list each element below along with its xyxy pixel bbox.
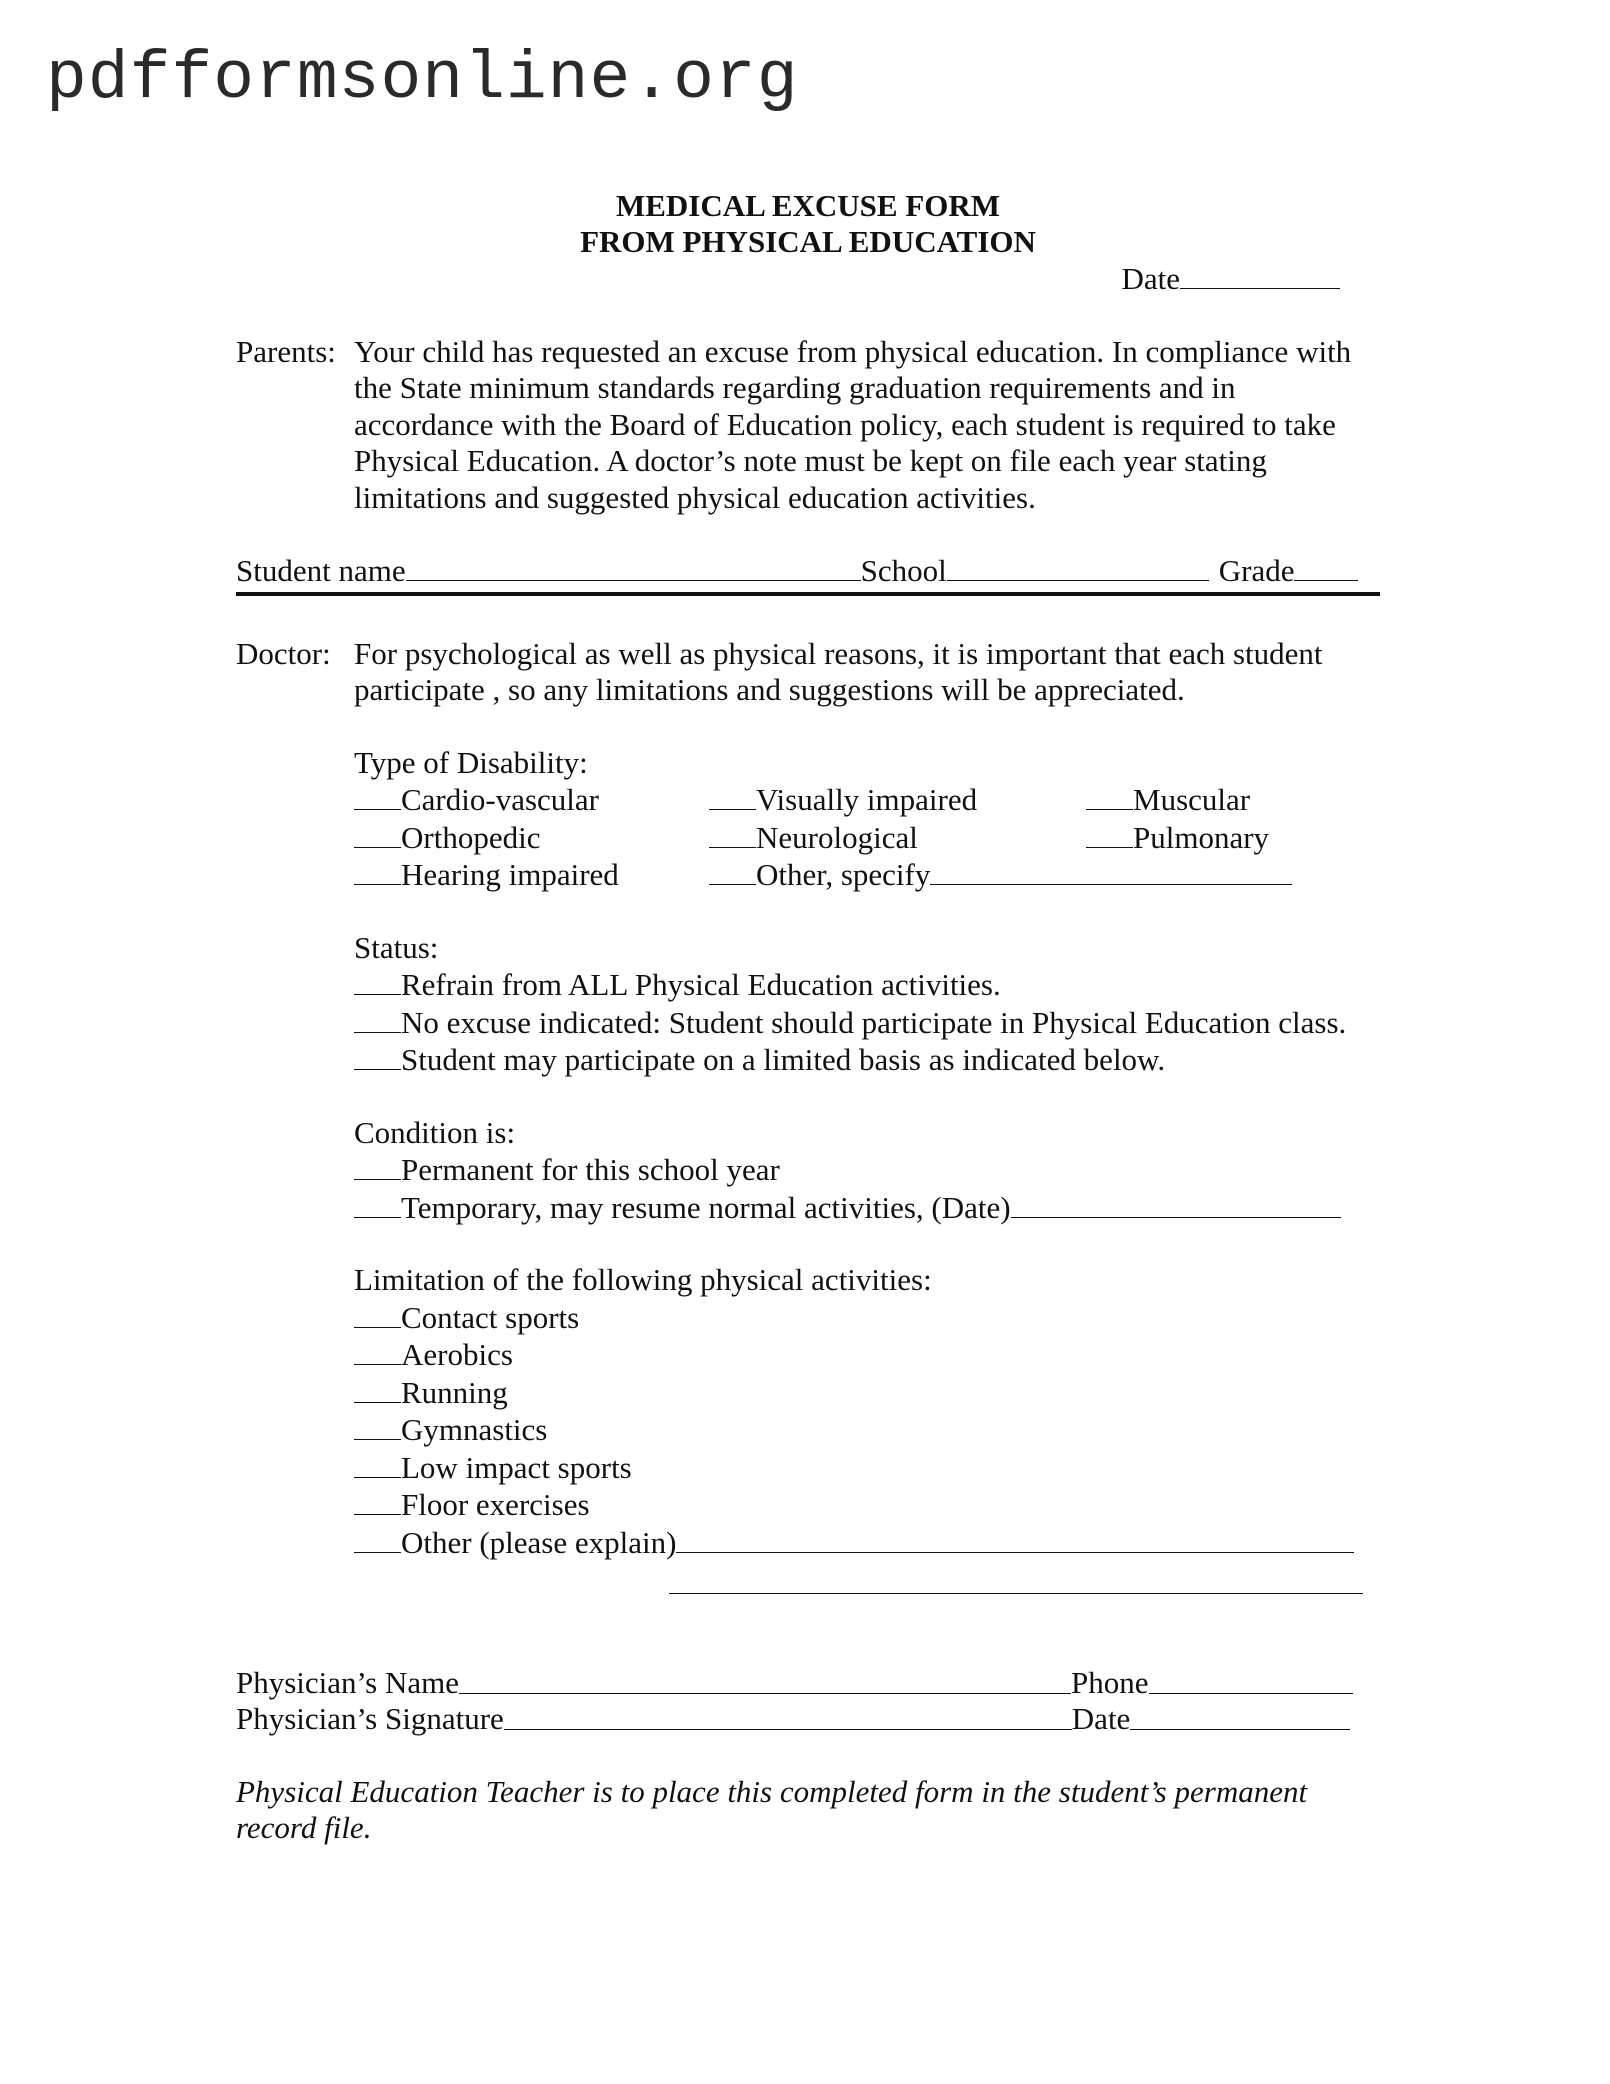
- limitation-option[interactable]: Gymnastics: [354, 1411, 1380, 1449]
- form-title-line-1: MEDICAL EXCUSE FORM: [615, 188, 1001, 223]
- disability-option[interactable]: Muscular: [1086, 781, 1250, 819]
- disability-option[interactable]: Hearing impaired: [354, 856, 709, 894]
- phone-field[interactable]: [1149, 1665, 1353, 1694]
- phone-label: Phone: [1071, 1664, 1149, 1700]
- physician-name-row: [236, 1665, 1380, 1702]
- physician-signature-row: [236, 1701, 1380, 1738]
- resume-date-field[interactable]: [1011, 1189, 1341, 1218]
- limitation-option[interactable]: Contact sports: [354, 1299, 1380, 1337]
- parents-label: Parents:: [236, 333, 336, 369]
- status-option[interactable]: Student may participate on a limited basis as indicated below.: [354, 1041, 1380, 1079]
- limitation-option[interactable]: Aerobics: [354, 1336, 1380, 1374]
- disability-option[interactable]: Orthopedic: [354, 819, 709, 857]
- form-title-line-2: FROM PHYSICAL EDUCATION: [580, 224, 1036, 259]
- physician-name-label: Physician’s Name: [236, 1664, 459, 1700]
- disability-option-other[interactable]: Other, specify: [709, 856, 1292, 894]
- physician-signature-field[interactable]: [504, 1701, 1072, 1730]
- other-explain-field-line-2[interactable]: [669, 1565, 1363, 1594]
- disability-heading: Type of Disability:: [354, 744, 588, 780]
- grade-label: Grade: [1218, 553, 1295, 588]
- student-name-field[interactable]: [406, 552, 861, 581]
- medical-excuse-form: [236, 188, 1380, 1847]
- signature-date-field[interactable]: [1130, 1701, 1350, 1730]
- limitation-option-other[interactable]: Other (please explain): [354, 1524, 1380, 1562]
- signature-date-label: Date: [1071, 1701, 1131, 1736]
- form-title: [236, 188, 1380, 260]
- disability-option[interactable]: Pulmonary: [1086, 819, 1269, 857]
- footer-note: Physical Education Teacher is to place this completed form in the student’s permanent record file.: [236, 1773, 1308, 1845]
- doctor-text: For psychological as well as physical reasons, it is important that each student participate , so any limitations and suggestions will be appreciated.: [354, 635, 1323, 707]
- condition-option[interactable]: Permanent for this school year: [354, 1151, 1380, 1189]
- status-option[interactable]: Refrain from ALL Physical Education activities.: [354, 966, 1380, 1004]
- physician-section: [236, 1665, 1380, 1738]
- condition-section: [354, 1115, 1380, 1227]
- parents-text: Your child has requested an excuse from physical education. In compliance with the State minimum standards regarding graduation requirements and in accordance with the Board of Education policy, each student is required to take Physical Education. A doctor’s note must be kept on file each year stating limitations and suggested physical education activities.: [354, 333, 1352, 515]
- school-field[interactable]: [947, 552, 1209, 581]
- grade-field[interactable]: [1294, 552, 1358, 581]
- doctor-label: Doctor:: [236, 635, 331, 671]
- student-info-row: [236, 552, 1380, 596]
- student-name-label: Student name: [236, 553, 406, 588]
- physician-signature-label: Physician’s Signature: [236, 1701, 504, 1736]
- physician-name-field[interactable]: [459, 1665, 1071, 1694]
- parents-section: [236, 334, 1380, 517]
- other-explain-field[interactable]: [676, 1524, 1354, 1553]
- limitation-option[interactable]: Low impact sports: [354, 1449, 1380, 1487]
- condition-option[interactable]: Temporary, may resume normal activities, (Date): [354, 1189, 1380, 1227]
- doctor-section: [236, 636, 1380, 709]
- status-heading: Status:: [354, 929, 439, 965]
- form-date-row: [236, 260, 1380, 298]
- school-label: School: [860, 553, 947, 588]
- disability-option[interactable]: Visually impaired: [709, 781, 1086, 819]
- other-specify-field[interactable]: [930, 856, 1292, 885]
- limitation-option[interactable]: Floor exercises: [354, 1486, 1380, 1524]
- status-option[interactable]: No excuse indicated: Student should participate in Physical Education class.: [354, 1004, 1380, 1042]
- limitation-heading: Limitation of the following physical activities:: [354, 1262, 932, 1297]
- date-field[interactable]: [1180, 260, 1340, 289]
- date-label: Date: [1121, 261, 1180, 296]
- site-watermark: pdfformsonline.org: [46, 41, 799, 118]
- condition-heading: Condition is:: [354, 1114, 516, 1150]
- limitation-option[interactable]: Running: [354, 1374, 1380, 1412]
- disability-option[interactable]: Neurological: [709, 819, 1086, 857]
- limitation-section: [354, 1262, 1380, 1603]
- status-section: [354, 930, 1380, 1079]
- disability-section: [354, 745, 1380, 894]
- disability-option[interactable]: Cardio-vascular: [354, 781, 709, 819]
